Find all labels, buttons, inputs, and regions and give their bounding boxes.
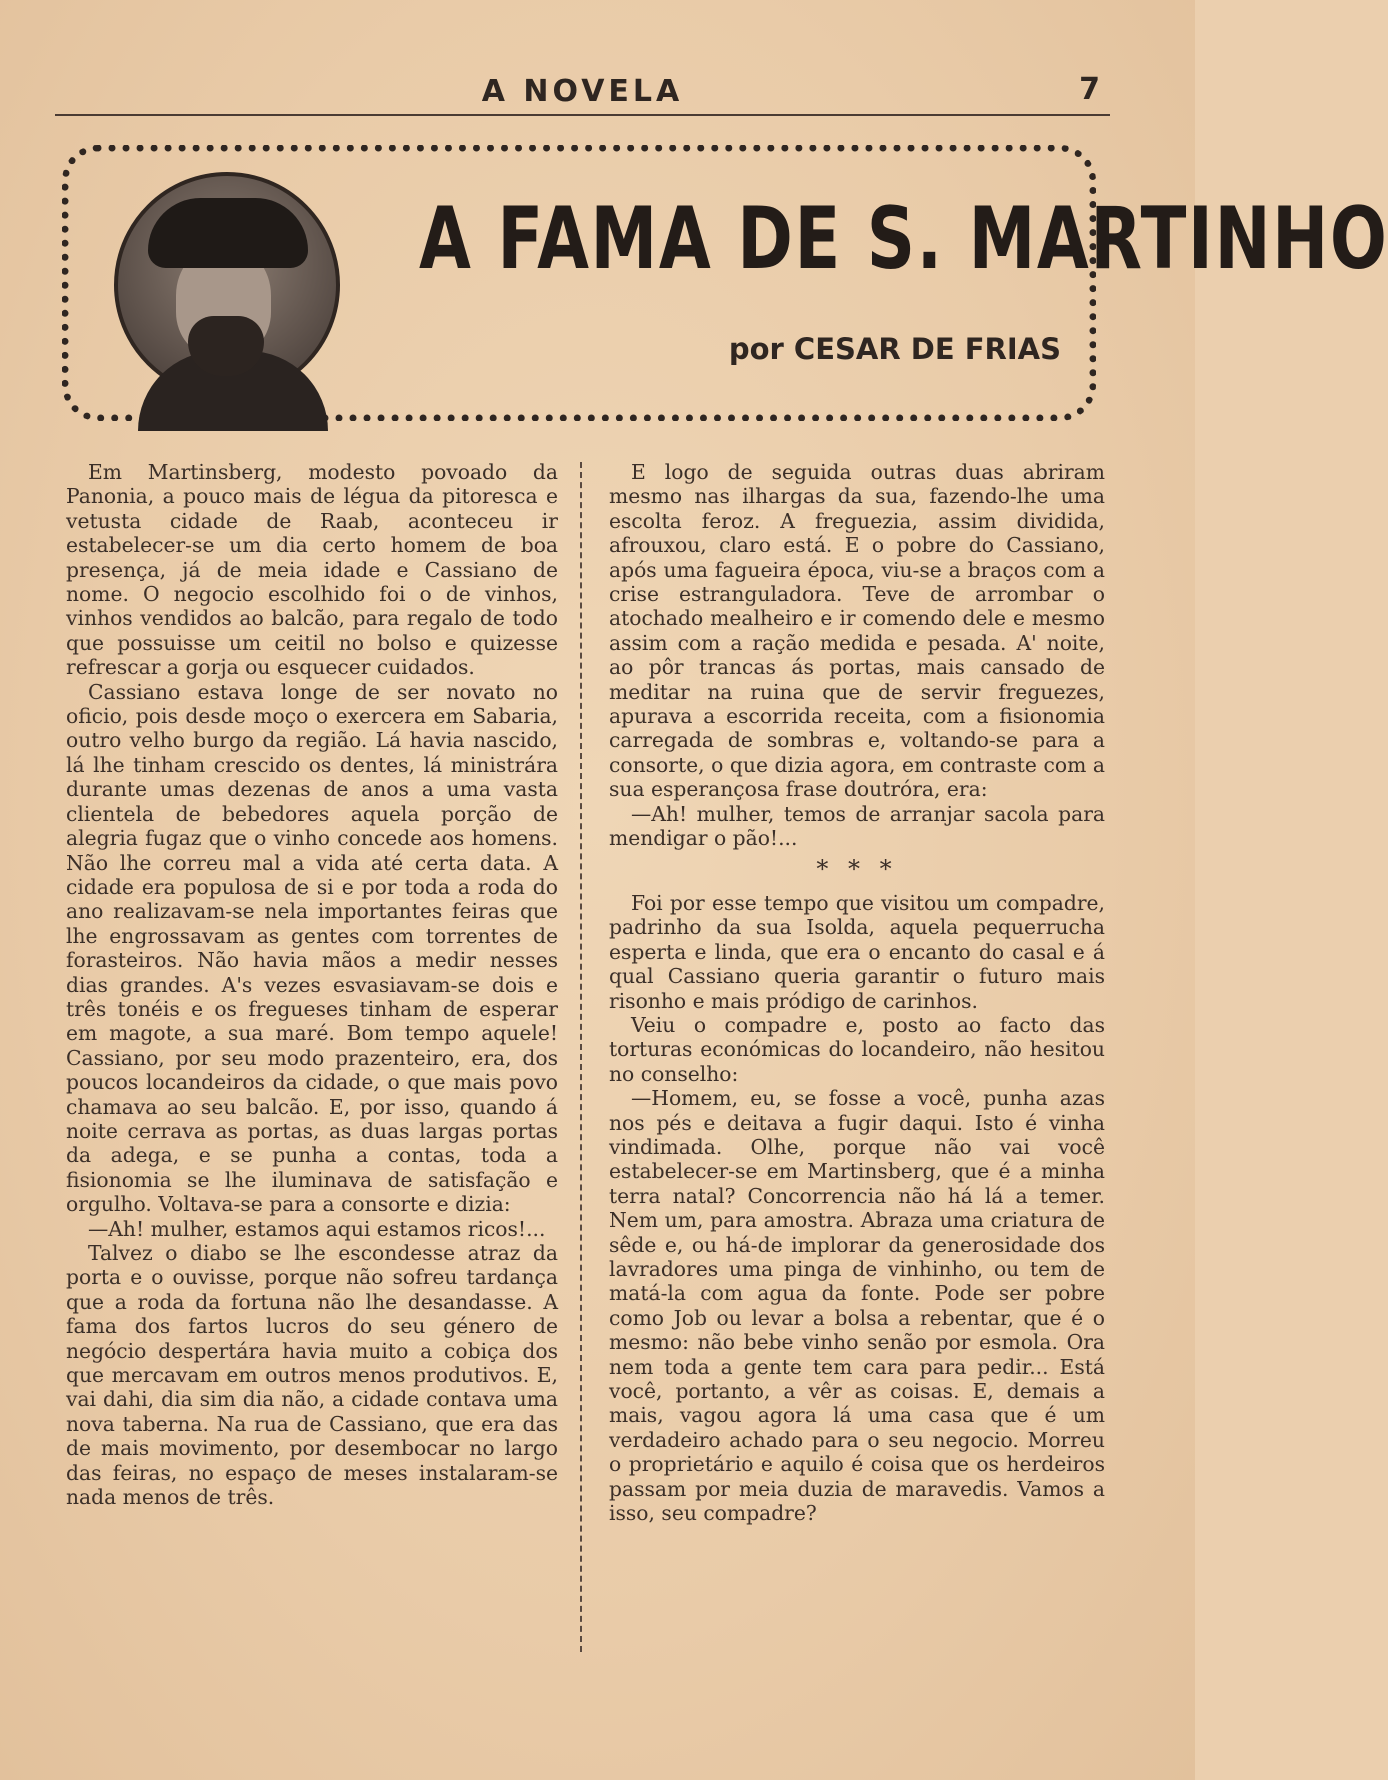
paragraph: Foi por esse tempo que visitou um compadre, padrinho da sua Isolda, aquela pequerrucha esperta e linda, que era o encanto do casal e á qual Cassiano queria garantir o futuro mais risonho e mais pródigo de carinhos. — [609, 890, 1105, 1013]
paragraph: —Ah! mulher, estamos aqui estamos ricos!... — [88, 1216, 546, 1241]
paragraph: Em Martinsberg, modesto povoado da Panonia, a pouco mais de légua da pitoresca e vetusta cidade de Raab, aconteceu ir estabelecer-se um dia certo homem de boa presença, já de meia idade e Cassiano de nome. O negocio escolhido foi o de vinhos, vinhos vendidos ao balcão, para regalo de todo que possuisse um ceitil no bolso e quizesse refrescar a gorja ou esquecer cuidados. — [66, 460, 558, 680]
page-number: 7 — [1079, 72, 1100, 107]
right-column — [609, 460, 1105, 1525]
article-title: A FAMA DE S. MARTINHO — [419, 189, 1388, 289]
byline: por CESAR DE FRIAS — [728, 332, 1061, 366]
paragraph: —Ah! mulher, temos de arranjar sacola para mendigar o pão!... — [609, 801, 1105, 851]
title-box — [62, 145, 1388, 421]
left-column — [66, 460, 558, 1509]
paragraph: Veiu o compadre e, posto ao facto das torturas económicas do locandeiro, não hesitou no conselho: — [609, 1012, 1105, 1086]
column-divider — [580, 462, 582, 1652]
paragraph: Talvez o diabo se lhe escondesse atraz da porta e o ouvisse, porque não sofreu tardança que a roda da fortuna não lhe desandasse. A fama dos fartos lucros do seu género de negócio despertára havia muito a cobiça dos que mercavam em outros menos produtivos. E, vai dahi, dia sim dia não, a cidade contava uma nova taberna. Na rua de Cassiano, que era das de mais movimento, por desembocar no largo das feiras, no espaço de meses instalaram-se nada menos de três. — [66, 1241, 558, 1510]
paragraph: —Homem, eu, se fosse a você, punha azas nos pés e deitava a fugir daqui. Isto é vinha vindimada. Olhe, porque não vai você estabelecer-se em Martinsberg, que é a minha terra natal? Concorrencia não há lá a temer. Nem um, para amostra. Abraza uma criatura de sêde e, ou há-de implorar da generosidade dos lavradores uma pinga de vinhinho, ou tem de matá-la com agua da fonte. Pode ser pobre como Job ou levar a bolsa a rebentar, que é o mesmo: não bebe vinho senão por esmola. Ora nem toda a gente tem cara para pedir... Está você, portanto, a vêr as coisas. E, demais a mais, vagou agora lá uma casa que é um verdadeiro achado para o seu negocio. Morreu o proprietário e aquilo é coisa que os herdeiros passam por meia duzia de maravedis. Vamos a isso, seu compadre? — [609, 1086, 1105, 1526]
running-header — [55, 70, 1110, 116]
paragraph: E logo de seguida outras duas abriram mesmo nas ilhargas da sua, fazendo-lhe uma escolta feroz. A freguezia, assim dividida, afrouxou, claro está. E o pobre do Cassiano, após uma fagueira época, viu-se a braços com a crise estranguladora. Teve de arrombar o atochado mealheiro e ir comendo dele e mesmo assim com a ração medida e pesada. A' noite, ao pôr trancas ás portas, mais cansado de meditar na ruina que de servir freguezes, apurava a escorrida receita, com a fisionomia carregada de sombras e, voltando-se para a consorte, o que dizia agora, em contraste com a sua esperançosa frase doutróra, era: — [609, 460, 1105, 802]
masthead: A NOVELA — [481, 74, 684, 109]
section-separator: * * * — [816, 854, 898, 883]
author-portrait — [114, 172, 340, 398]
paragraph: Cassiano estava longe de ser novato no oficio, pois desde moço o exercera em Sabaria, outro velho burgo da região. Lá havia nascido, lá lhe tinham crescido os dentes, lá ministrára durante umas dezenas de anos a uma vasta clientela de bebedores aquela porção de alegria fugaz que o vinho concede aos homens. Não lhe correu mal a vida até certa data. A cidade era populosa de si e por toda a roda do ano realizavam-se nela importantes feiras que lhe engrossavam as gentes com torrentes de forasteiros. Não havia mãos a medir nesses dias grandes. A's vezes esvasiavam-se dois e três tonéis e os fregueses tinham de esperar em magote, a sua maré. Bom tempo aquele! Cassiano, por seu modo prazenteiro, era, dos poucos locandeiros da cidade, o que mais povo chamava ao seu balcão. E, por isso, quando á noite cerrava as portas, as duas largas portas da adega, e se punha a contas, toda a fisionomia se lhe iluminava de satisfação e orgulho. Voltava-se para a consorte e dizia: — [66, 679, 558, 1217]
